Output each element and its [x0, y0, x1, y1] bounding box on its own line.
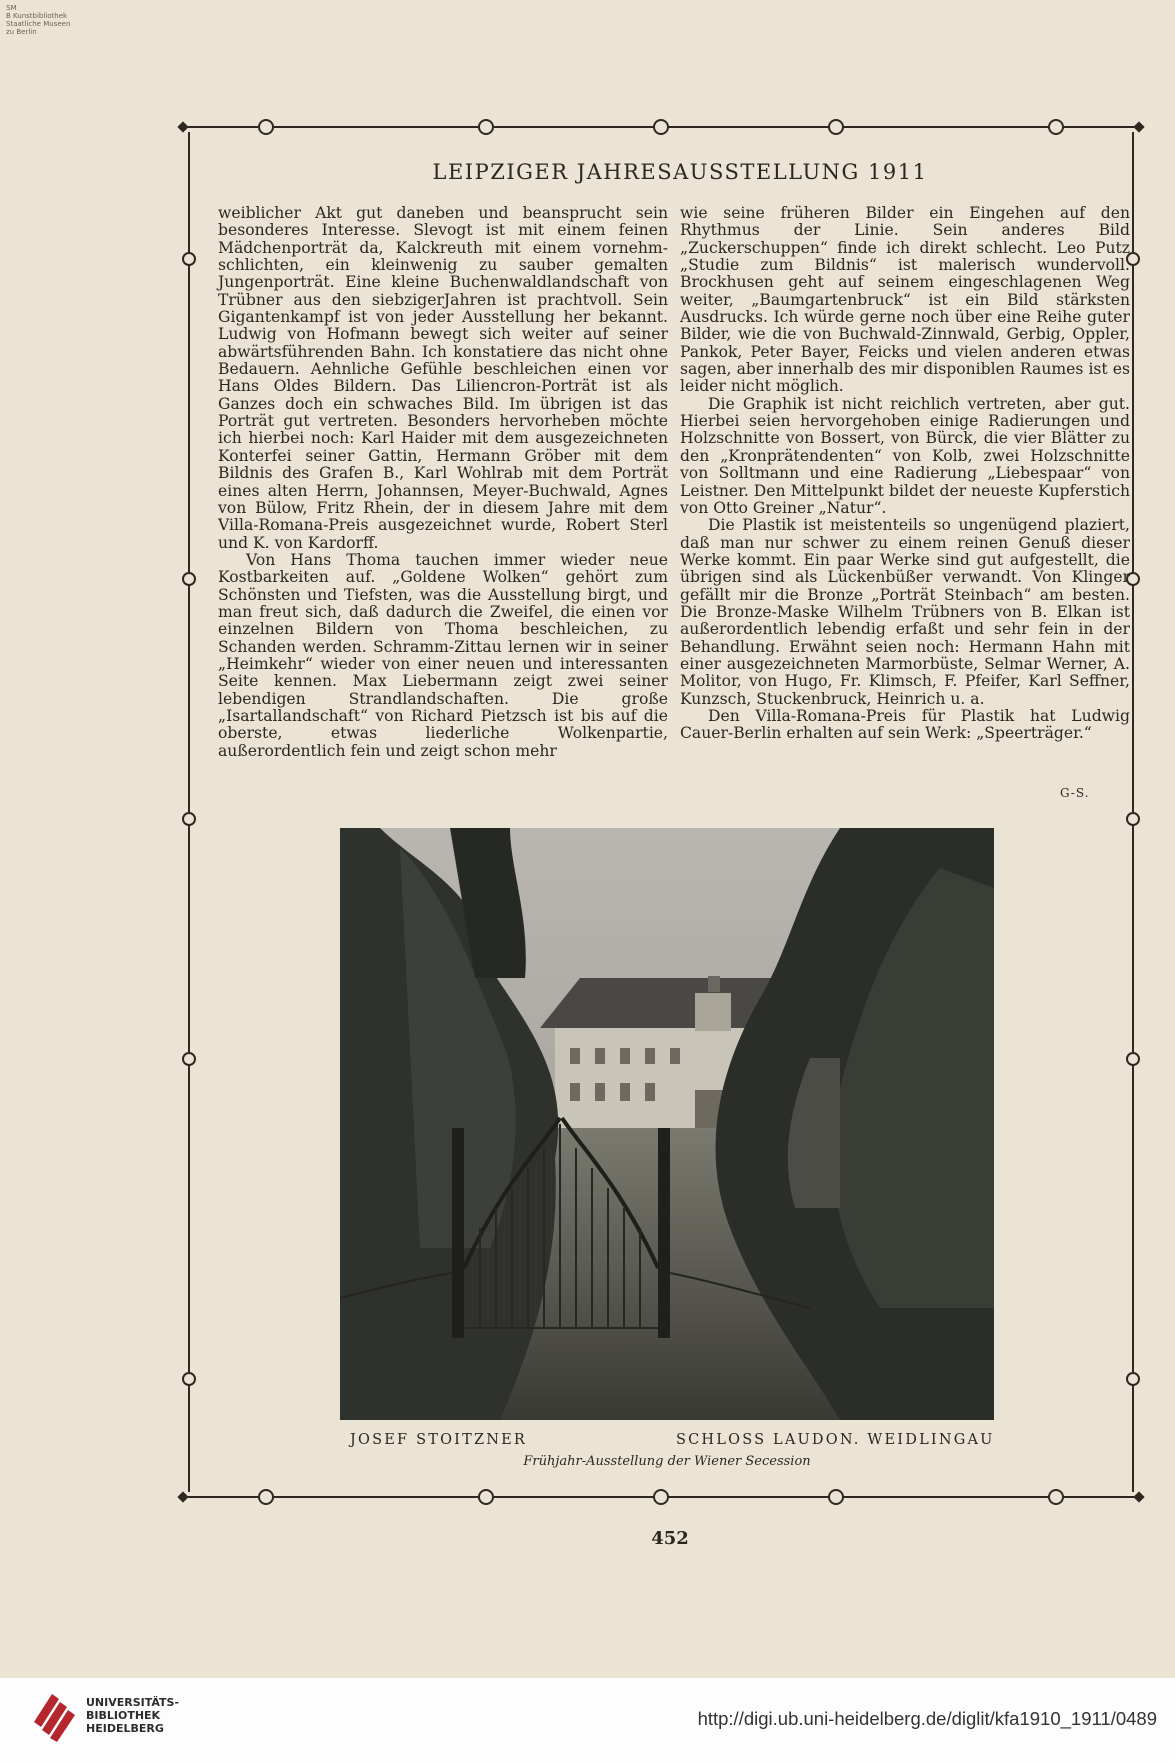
source-url-link[interactable]: http://digi.ub.uni-heidelberg.de/diglit/kfa1910_1911/0489: [697, 1708, 1157, 1729]
figure-title-caption: SCHLOSS LAUDON. WEIDLINGAU: [676, 1432, 995, 1448]
paragraph: Den Villa-Romana-Preis für Plastik hat Ludwig Cauer-Berlin erhalten auf sein Werk: „Speerträger.“: [680, 706, 1130, 743]
library-name-line: UNIVERSITÄTS-: [86, 1696, 180, 1709]
figure-subcaption: Frühjahr-Ausstellung der Wiener Secession: [523, 1454, 811, 1469]
left-text-column: [218, 205, 668, 760]
painting-illustration: [340, 828, 994, 1420]
stamp-line: SM: [6, 4, 17, 12]
library-name: [86, 1696, 179, 1735]
paragraph: Die Plastik ist meistenteils so ungenügend plaziert, daß man nur schwer zu einem reinen Genuß dieser Werke kommt. Ein paar Werke sind gut aufgestellt, die übrigen sind als Lückenbüßer verwandt. Von Klinger gefällt mir die Bronze „Porträt Steinbach“ am besten. Die Bronze-Maske Wilhelm Trübners von B. Elkan ist außerordentlich lebendig erfaßt und sehr fein in der Behandlung. Erwähnt seien noch: Hermann Hahn mit einer ausgezeichneten Marmorbüste, Selmar Werner, A. Molitor, von Hugo, Fr. Klimsch, F. Pfeifer, Karl Seffner, Kunzsch, Stuckenbruck, Heinrich u. a.: [680, 516, 1130, 708]
frame-bottom-border: [178, 1486, 1144, 1508]
paragraph: Die Graphik ist nicht reichlich vertreten, aber gut. Hierbei seien hervorgehoben einige Radierungen und Holzschnitte von Bossert, von Bürck, die vier Blätter zu den „Kronprätendenten“ von Kolb, zwei Holzschnitte von Solltmann und eine Radierung „Liebespaar“ von Leistner. Den Mittelpunkt bildet der neueste Kupferstich von Otto Greiner „Natur“.: [680, 394, 1130, 517]
author-signature: G-S.: [1060, 786, 1090, 800]
paragraph: weiblicher Akt gut daneben und beansprucht sein besonderes Interesse. Slevogt ist mit einem feinen Mädchenporträt da, Kalckreuth mit einem vornehm-schlichten, ein kleinwenig zu sauber gemalten Jungenporträt. Eine kleine Buchenwaldlandschaft von Trübner aus den siebzigerJahren ist prachtvoll. Sein Gigantenkampf ist von jeder Ausstellung her bekannt. Ludwig von Hofmann bewegt sich weiter auf seiner abwärtsführenden Bahn. Ich konstatiere das nicht ohne Bedauern. Aehnliche Gefühle beschleichen einen vor Hans Oldes Bildern. Das Liliencron-Porträt ist als Ganzes doch ein schwaches Bild. Im übrigen ist das Porträt gut vertreten. Besonders hervorheben möchte ich hierbei noch: Karl Haider mit dem ausgezeichneten Konterfei seiner Gattin, Hermann Gröber mit dem Bildnis des Grafen B., Karl Wohlrab mit dem Porträt eines alten Herrn, Johannsen, Meyer-Buchwald, Agnes von Bülow, Fritz Rhein, der in diesem Jahre mit dem Villa-Romana-Preis ausgezeichnet wurde, Robert Sterl und K. von Kardorff.: [218, 204, 668, 552]
digitization-footer: [0, 1678, 1175, 1762]
page-number: 452: [651, 1528, 689, 1549]
figure-artist-caption: JOSEF STOITZNER: [350, 1432, 528, 1448]
library-stamp: [6, 4, 86, 36]
library-name-line: HEIDELBERG: [86, 1722, 164, 1735]
paragraph: wie seine früheren Bilder ein Eingehen auf den Rhythmus der Linie. Sein anderes Bild „Zuckerschuppen“ finde ich direkt schlecht. Leo Putz „Studie zum Bildnis“ ist malerisch wundervoll. Brockhusen geht auf seinem eingeschlagenen Weg weiter, „Baumgartenbruck“ ist ein Bild stärksten Ausdrucks. Ich würde gerne noch über eine Reihe guter Bilder, wie die von Buchwald-Zinnwald, Gerbig, Oppler, Pankok, Peter Bayer, Feicks und vielen anderen etwas sagen, aber innerhalb des mir disponiblen Raumes ist es leider nicht möglich.: [680, 204, 1130, 396]
library-name-line: BIBLIOTHEK: [86, 1709, 161, 1722]
stamp-line: B Kunstbibliothek: [6, 12, 68, 20]
stamp-line: Staatliche Museen: [6, 20, 71, 28]
frame-top-border: [178, 116, 1144, 138]
university-library-logo-icon: [32, 1692, 76, 1742]
artwork-reproduction: [340, 828, 994, 1420]
frame-left-border: [182, 132, 196, 1492]
paragraph: Von Hans Thoma tauchen immer wieder neue Kostbarkeiten auf. „Goldene Wolken“ gehört zum Schönsten und Tiefsten, was die Ausstellung birgt, und man freut sich, daß dadurch die Zweifel, die einen vor einzelnen Bildern von Thoma beschleichen, zu Schanden werden. Schramm-Zittau lernen wir in seiner „Heimkehr“ wieder von einer neuen und interessanten Seite kennen. Max Liebermann zeigt zwei seiner lebendigen Strandlandschaften. Die große „Isartallandschaft“ von Richard Pietzsch ist bis auf die oberste, etwas liederliche Wolkenpartie, außerordentlich fein und zeigt schon mehr: [218, 550, 668, 760]
page-heading: LEIPZIGER JAHRESAUSSTELLUNG 1911: [432, 160, 928, 184]
stamp-line: zu Berlin: [6, 28, 37, 36]
right-text-column: [680, 205, 1130, 743]
